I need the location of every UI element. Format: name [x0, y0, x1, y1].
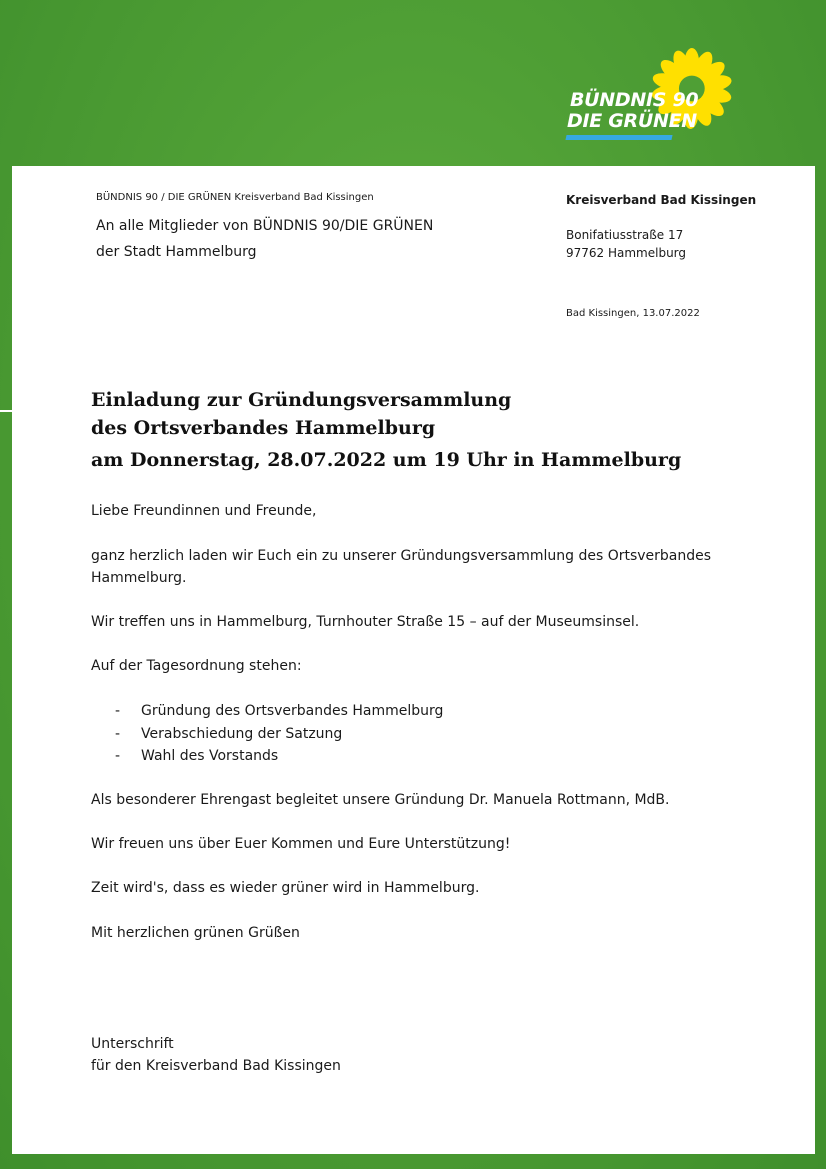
- letter-date: Bad Kissingen, 13.07.2022: [566, 308, 700, 319]
- sender-city: 97762 Hammelburg: [566, 246, 687, 260]
- subject-line-3: am Donnerstag, 28.07.2022 um 19 Uhr in Hammelburg: [91, 449, 682, 471]
- sender-line: BÜNDNIS 90 / DIE GRÜNEN Kreisverband Bad Kissingen: [96, 192, 374, 203]
- list-item: - Gründung des Ortsverbandes Hammelburg: [115, 703, 444, 719]
- signature-line-2: für den Kreisverband Bad Kissingen: [91, 1058, 341, 1074]
- paragraph-2: Wir treffen uns in Hammelburg, Turnhouter Straße 15 – auf der Museumsinsel.: [91, 614, 640, 630]
- closing: Mit herzlichen grünen Grüßen: [91, 925, 300, 941]
- subject-line-1: Einladung zur Gründungsversammlung: [91, 389, 512, 411]
- recipient-line-2: der Stadt Hammelburg: [96, 244, 257, 260]
- sender-name: Kreisverband Bad Kissingen: [566, 193, 757, 207]
- agenda-list: [91, 700, 443, 768]
- greeting: Liebe Freundinnen und Freunde,: [91, 503, 317, 519]
- logo-underline: [565, 135, 672, 140]
- paragraph-1-line-2: Hammelburg.: [91, 570, 187, 586]
- fold-mark: [0, 410, 12, 412]
- list-item: - Verabschiedung der Satzung: [115, 725, 343, 742]
- sender-street: Bonifatiusstraße 17: [566, 228, 684, 242]
- party-logo: [560, 48, 740, 144]
- signature-line-1: Unterschrift: [91, 1036, 174, 1052]
- paragraph-1-line-1: ganz herzlich laden wir Euch ein zu unserer Gründungsversammlung des Ortsverbandes: [91, 548, 712, 564]
- paragraph-6: Zeit wird's, dass es wieder grüner wird in Hammelburg.: [91, 880, 480, 896]
- subject-line-2: des Ortsverbandes Hammelburg: [91, 417, 436, 439]
- list-item: - Wahl des Vorstands: [115, 748, 279, 764]
- logo-line-2: DIE GRÜNEN: [567, 110, 697, 132]
- paragraph-5: Wir freuen uns über Euer Kommen und Eure Unterstützung!: [91, 836, 511, 852]
- paragraph-3: Auf der Tagesordnung stehen:: [91, 658, 302, 674]
- recipient-line-1: An alle Mitglieder von BÜNDNIS 90/DIE GRÜNEN: [96, 218, 434, 234]
- paragraph-4: Als besonderer Ehrengast begleitet unsere Gründung Dr. Manuela Rottmann, MdB.: [91, 792, 670, 808]
- logo-line-1: BÜNDNIS 90: [570, 89, 699, 111]
